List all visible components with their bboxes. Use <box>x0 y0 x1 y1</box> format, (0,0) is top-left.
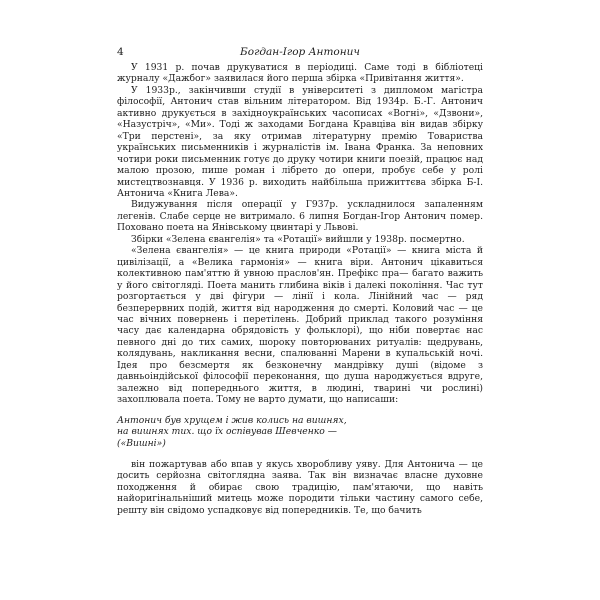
body-text <box>117 62 483 516</box>
page-header <box>117 46 483 62</box>
poem-line: на вишнях тих. що їх оспівував Шевченко — <box>117 426 337 438</box>
paragraph: У 1931 р. почав друкуватися в періодиці. Саме тоді в бібліотеці журналу «Дажбог» заявилася його перша збірка «Привітання життя». <box>117 62 483 85</box>
running-head: Богдан-Ігор Антонич <box>240 46 360 58</box>
paragraph: У 1933р., закінчивши студії в університеті з дипломом магістра філософії, Антонич став вільним літератором. Від 1934р. Б.-Г. Антонич активно друкується в західноукраїнських часописах «Вогні», «Дзвони», «Назустріч», «Ми». Тоді ж заходами Богдана Кравціва він видав збірку «Три перстені», за яку отримав літературну премію Товариства українських письменників і журналістів ім. Івана Франка. За неповних чотири роки письменник готує до друку чотири книги поезій, працює над малою прозою, пише роман і лібрето до опери, пробує себе у ролі мистецтвознавця. У 1936 р. виходить найбільша прижиттєва збірка Б-І. Антонича «Книга Лева». <box>117 84 483 199</box>
page-number: 4 <box>117 46 124 58</box>
poem-line: Антонич був хрущем і жив колись на вишнях, <box>117 414 347 426</box>
poem-source: («Вишні») <box>117 437 166 449</box>
paragraph: «Зелена євангелія» — це книга природи «Ротації» — книга міста й цивілізації, а «Велика гармонія» — книга віри. Антонич цікавиться колективною пам'яттю й увною праслов'ян. Префікс пра— багато важить у його світогляді. Поета манить глибина віків і далекі покоління. Час тут розгортається у дві фігури — лінії і кола. Лінійний час — ряд безперервних подій, життя від народження до смерті. Коловий час — це час вічних повернень і перетілень. Добрий приклад такого розуміння часу дає календарна обрядовість у фольклорі), що ніби повертає нас певного дні до тих самих, шороку повторюваних ритуалів: щедрувань, колядувань, накликання весни, спалюванні Марени в купальській ночі. Ідея про безсмертя як безконечну мандрівку душі (відоме з давньоіндійської філософії переконання, що душа народжується вдруге, залежно від попереднього життя, в людині, тварині чи рослині) захоплювала поета. Тому не варто думати, що написаши: <box>117 245 483 406</box>
poem-quote <box>117 415 483 449</box>
paragraph: Видужування після операції у Г937р. ускладнилося запаленням легенів. Слабе серце не витримало. 6 липня Богдан-Ігор Антонич помер. Поховано поета на Янівському цвинтарі у Львові. <box>117 199 483 234</box>
closing-paragraph: він пожартував або впав у якусь хворобливу уяву. Для Антонича — це досить серйозна світоглядна заява. Так він визначає власне духовне походження й обирає свою традицію, пам'ятаючи, що навіть найоригінальніший митець може породити тільки частину самого себе, решту він свідомо успадковує від попередників. Те, що бачить <box>117 458 483 516</box>
paragraph: Збірки «Зелена євангелія» та «Ротації» вийшли у 1938р. посмертно. <box>131 233 465 245</box>
